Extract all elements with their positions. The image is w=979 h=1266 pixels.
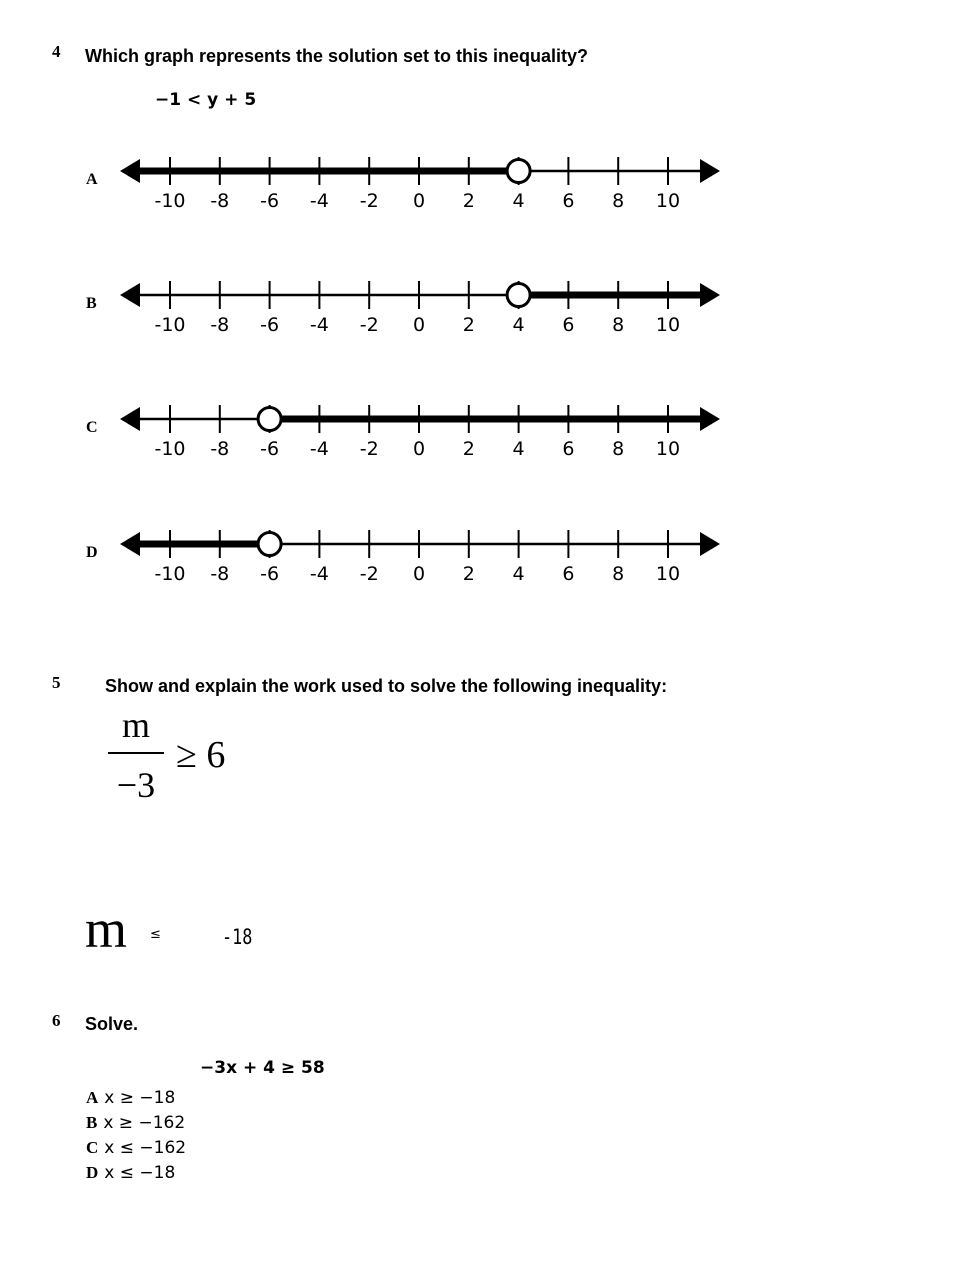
answer-variable: m [85,899,128,959]
tick-label: 6 [562,190,575,212]
tick-label: 4 [512,563,525,585]
question-6-number: 6 [52,1011,61,1030]
tick-label: -4 [309,563,329,585]
tick-label: -2 [359,314,379,336]
question-4-inequality: −1 < y + 5 [155,90,257,110]
choice-c-text: x ≤ −162 [104,1138,187,1158]
question-6-text: Solve. [85,1014,139,1034]
tick-label: 8 [612,314,625,336]
tick-label: 0 [412,314,426,336]
tick-label: 6 [562,314,575,336]
tick-label: -4 [309,314,329,336]
choice-a[interactable] [86,1087,175,1108]
tick-label: 0 [412,438,426,460]
tick-label: 4 [512,438,525,460]
tick-label: 2 [462,314,475,336]
inequality-relation: ≥ 6 [176,734,226,776]
choice-a-text: x ≥ −18 [104,1088,176,1108]
tick-label: -2 [359,190,379,212]
open-circle-point [507,160,530,183]
tick-label: -10 [154,563,186,585]
tick-label: -10 [154,438,186,460]
tick-label: -6 [260,190,280,212]
choice-b-text: x ≥ −162 [103,1113,186,1133]
choice-b[interactable] [86,1112,185,1133]
tick-label: -6 [260,438,280,460]
tick-label: 2 [462,563,475,585]
tick-label: 10 [655,438,681,460]
tick-label: 0 [412,563,426,585]
question-4-number: 4 [52,42,61,61]
choice-d[interactable] [86,1162,175,1183]
tick-label: 4 [512,190,525,212]
choice-c[interactable] [86,1137,186,1158]
tick-label: -8 [210,314,230,336]
number-line-b[interactable] [118,266,723,336]
tick-label: -8 [210,438,230,460]
left-arrow-icon [120,283,140,307]
right-arrow-icon [700,532,720,556]
tick-label: -6 [260,563,280,585]
tick-label: -10 [154,190,186,212]
answer-sign: ≤ [150,927,161,942]
tick-label: 2 [462,190,475,212]
tick-label: 8 [612,190,625,212]
tick-label: 8 [612,563,625,585]
tick-label: 6 [562,563,575,585]
number-line-a[interactable] [118,142,723,212]
answer-value: -18 [222,925,253,949]
tick-label: -4 [309,190,329,212]
option-b-letter[interactable]: B [86,295,97,312]
right-arrow-icon [700,159,720,183]
open-circle-point [258,408,281,431]
tick-label: -10 [154,314,186,336]
tick-label: 10 [655,190,681,212]
tick-label: -6 [260,314,280,336]
number-line-d[interactable] [118,515,723,585]
question-6-inequality: −3x + 4 ≥ 58 [200,1058,325,1078]
left-arrow-icon [120,407,140,431]
tick-label: 10 [655,563,681,585]
tick-label: -4 [309,438,329,460]
tick-label: -2 [359,438,379,460]
question-4-text: Which graph represents the solution set to this inequality? [85,46,589,66]
tick-label: 2 [462,438,475,460]
number-line-c[interactable] [118,390,723,460]
choice-d-letter: D [86,1163,99,1182]
open-circle-point [258,533,281,556]
choice-b-letter: B [86,1113,98,1132]
option-a-letter[interactable]: A [86,171,98,188]
tick-label: 10 [655,314,681,336]
tick-label: 4 [512,314,525,336]
question-5-text: Show and explain the work used to solve the following inequality: [105,676,668,696]
tick-label: 6 [562,438,575,460]
option-c-letter[interactable]: C [86,419,98,436]
fraction-denominator: −3 [116,765,156,805]
choice-c-letter: C [86,1138,99,1157]
tick-label: -8 [210,190,230,212]
tick-label: -2 [359,563,379,585]
choice-d-text: x ≤ −18 [104,1163,176,1183]
question-5-number: 5 [52,673,61,692]
tick-label: 8 [612,438,625,460]
open-circle-point [507,284,530,307]
fraction-bar [108,752,164,754]
option-d-letter[interactable]: D [86,544,98,561]
tick-label: -8 [210,563,230,585]
choice-a-letter: A [86,1088,99,1107]
fraction-numerator: m [121,705,150,745]
tick-label: 0 [412,190,426,212]
